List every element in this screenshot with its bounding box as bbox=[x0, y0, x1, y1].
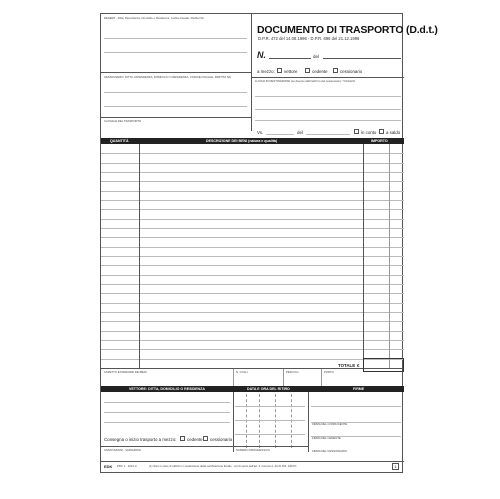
pickup-line bbox=[235, 434, 305, 435]
goods-table-row[interactable] bbox=[101, 293, 404, 294]
consignee-line bbox=[104, 106, 247, 107]
pickup-line bbox=[235, 406, 305, 407]
destination-line bbox=[255, 109, 401, 110]
notes-border bbox=[101, 446, 308, 447]
goods-table-row[interactable] bbox=[101, 163, 404, 164]
goods-table-row[interactable] bbox=[101, 228, 404, 229]
document-date-label: del bbox=[313, 54, 319, 59]
goods-table-row[interactable] bbox=[101, 256, 404, 257]
pickup-dash bbox=[259, 394, 260, 448]
goods-table-row[interactable] bbox=[101, 340, 404, 341]
notes-label: ANNOTAZIONI - VARIAZIONI bbox=[104, 448, 142, 452]
carrier-line bbox=[104, 402, 230, 403]
description-header: DESCRIZIONE DEI BENI (natura e qualità) bbox=[206, 139, 278, 143]
a-saldo-checkbox[interactable] bbox=[379, 129, 384, 134]
signature-line bbox=[311, 436, 401, 437]
amount-column-divider bbox=[363, 144, 364, 368]
consignee-section-border bbox=[101, 117, 251, 118]
pickup-dash bbox=[275, 394, 276, 448]
via-option-label: vettore bbox=[284, 69, 298, 74]
via-cedente-checkbox[interactable] bbox=[305, 68, 310, 73]
reference-field[interactable] bbox=[266, 134, 294, 135]
quantity-header: QUANTITÀ bbox=[110, 139, 129, 143]
total-field[interactable] bbox=[363, 358, 404, 372]
payment-option-label: in conto bbox=[361, 130, 377, 135]
total-label: TOTALE bbox=[338, 363, 356, 368]
goods-table-row[interactable] bbox=[101, 181, 404, 182]
consignee-label: CESSIONARIO: DITTA, DIPENDENZA, DOMICILIO O RESIDENZA, CODICE FISCALE, PARTITA IVA bbox=[104, 75, 232, 79]
pickup-header: DATA E ORA DEL RITIRO bbox=[247, 387, 290, 391]
document-number-field[interactable] bbox=[269, 58, 311, 59]
goods-table-row[interactable] bbox=[101, 359, 404, 360]
reference-date-field[interactable] bbox=[306, 134, 350, 135]
consignee-signature-label: FIRMA DEL CESSIONARIO bbox=[312, 449, 347, 453]
sender-section-border bbox=[101, 72, 251, 73]
goods-table-row[interactable] bbox=[101, 200, 404, 201]
weight-divider bbox=[321, 369, 322, 386]
goods-table-row[interactable] bbox=[101, 191, 404, 192]
sender-label: DESERT - Ditta, Dipendenza, Domicilio o Residenza, Codice Fiscale, Partita IVA bbox=[104, 16, 204, 20]
weight-label: PESO KG bbox=[286, 370, 299, 374]
goods-table-row[interactable] bbox=[101, 237, 404, 238]
reference-date-label: del bbox=[297, 130, 303, 135]
goods-table-row[interactable] bbox=[101, 209, 404, 210]
consignee-line bbox=[104, 92, 247, 93]
goods-table-row[interactable] bbox=[101, 275, 404, 276]
dpr-reference: D.P.R. 472 del 14.08.1996 - D.P.R. 696 del 21.12.1996 bbox=[258, 36, 360, 41]
pickup-divider bbox=[308, 392, 309, 452]
pickup-line bbox=[235, 420, 305, 421]
transport-start-label: Consegna o inizio trasporto a mezzo: bbox=[104, 437, 177, 442]
goods-table-row[interactable] bbox=[101, 153, 404, 154]
start-cedente-checkbox[interactable] bbox=[180, 436, 185, 441]
port-label: PORTO bbox=[324, 370, 334, 374]
via-vettore-checkbox[interactable] bbox=[277, 68, 282, 73]
progressive-number-label: NUMERO PROGRESSIVO bbox=[236, 448, 270, 452]
carrier-line bbox=[104, 412, 230, 413]
pickup-dash bbox=[246, 394, 247, 448]
signature-line bbox=[311, 422, 401, 423]
carrier-line bbox=[104, 422, 230, 423]
footer-border bbox=[101, 461, 404, 462]
packages-label: N. COLLI bbox=[236, 370, 248, 374]
carrier-header: VETTORE: DITTA, DOMICILIO O RESIDENZA bbox=[129, 387, 205, 391]
goods-table-row[interactable] bbox=[101, 303, 404, 304]
signatures-header: FIRME bbox=[353, 387, 365, 391]
via-option-label: cedente bbox=[312, 69, 328, 74]
currency-symbol: € bbox=[357, 363, 360, 368]
goods-table-row[interactable] bbox=[101, 284, 404, 285]
brand-logo: EDK bbox=[104, 464, 113, 469]
goods-table-row[interactable] bbox=[101, 349, 404, 350]
document-number-label: N. bbox=[257, 50, 266, 60]
goods-table-row[interactable] bbox=[101, 312, 404, 313]
destination-label: LUOGO DI DESTINAZIONE (se diverso dall'indirizzo del cessionario) / VIAGGIO bbox=[255, 79, 356, 83]
via-cessionario-checkbox[interactable] bbox=[333, 68, 338, 73]
amount-header: IMPORTO bbox=[371, 139, 388, 143]
header-divider bbox=[251, 14, 252, 131]
transport-document-form bbox=[100, 13, 438, 473]
sender-line bbox=[104, 38, 247, 39]
transport-reason-label: CAUSALE DEL TRASPORTO bbox=[104, 119, 142, 123]
packages-divider bbox=[283, 369, 284, 386]
via-option-label: cessionario bbox=[340, 69, 363, 74]
goods-table-row[interactable] bbox=[101, 172, 404, 173]
appearance-label: ASPETTO ESTERIORE DEI BENI bbox=[104, 370, 147, 374]
goods-table-row[interactable] bbox=[101, 265, 404, 266]
form-code: PRC 1 · 3214-C bbox=[117, 464, 137, 468]
transport-via-label: a mezzo: bbox=[257, 69, 275, 74]
driver-signature-label: FIRMA DEL CONDUCENTE bbox=[312, 422, 348, 426]
document-title: DOCUMENTO DI TRASPORTO (D.d.t.) bbox=[257, 24, 438, 36]
goods-table-row[interactable] bbox=[101, 247, 404, 248]
document-date-field[interactable] bbox=[323, 58, 401, 59]
goods-table-bottom bbox=[101, 368, 404, 369]
goods-table-header bbox=[101, 138, 404, 144]
quantity-column-divider bbox=[139, 144, 140, 368]
start-cessionario-checkbox[interactable] bbox=[203, 436, 208, 441]
destination-line bbox=[255, 120, 401, 121]
start-option-label: cessionario bbox=[210, 437, 233, 442]
carrier-header-bar bbox=[101, 386, 404, 392]
appearance-divider bbox=[233, 369, 234, 386]
pickup-dash bbox=[291, 394, 292, 448]
goods-table-row[interactable] bbox=[101, 331, 404, 332]
signature-line bbox=[311, 406, 401, 407]
sender-line bbox=[104, 52, 247, 53]
cents-column-divider bbox=[389, 144, 390, 368]
copy-number: 1 bbox=[392, 463, 399, 470]
goods-table-row[interactable] bbox=[101, 219, 404, 220]
header-section-border bbox=[251, 77, 404, 78]
payment-option-label: a saldo bbox=[386, 130, 401, 135]
footer-note: (1) Solo in caso di utilizzo in sostituzione della certificazione fiscale - (2) Ai sensi dell'art. 3, comma 2, del D.P.R. 441/97. bbox=[149, 464, 298, 468]
sender-signature-label: FIRMA DEL CEDENTE bbox=[312, 436, 341, 440]
reference-label: Vs. bbox=[257, 130, 264, 135]
goods-table-row[interactable] bbox=[101, 321, 404, 322]
start-option-label: cedente bbox=[187, 437, 203, 442]
in-conto-checkbox[interactable] bbox=[354, 129, 359, 134]
carrier-divider bbox=[233, 392, 234, 452]
destination-line bbox=[255, 96, 401, 97]
